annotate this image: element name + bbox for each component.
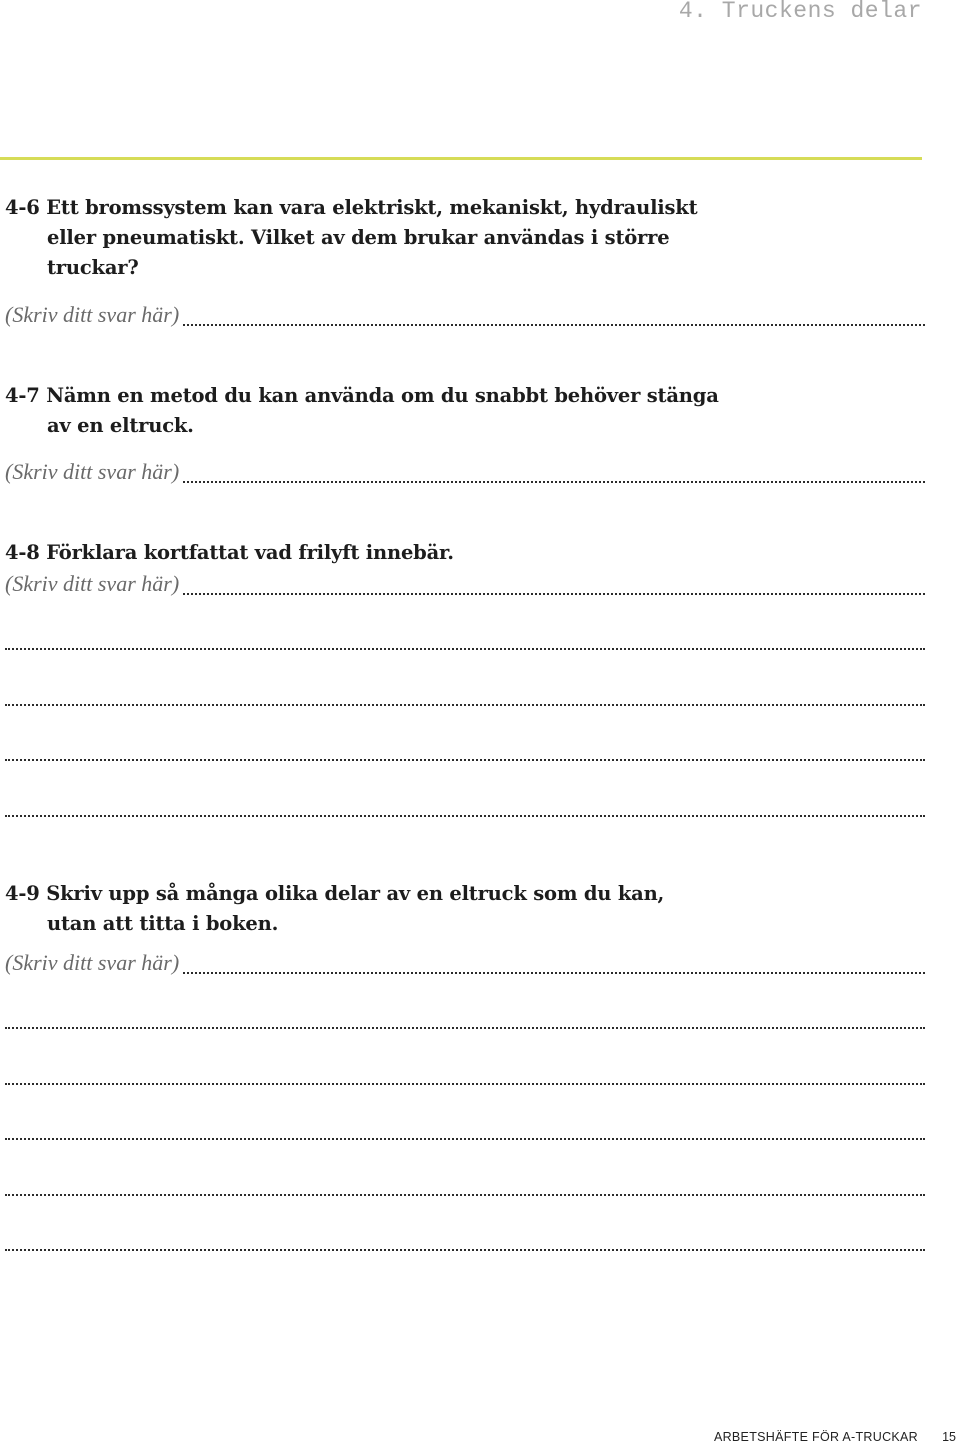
question-line: truckar? — [47, 256, 139, 279]
question-line: 4-8 Förklara kortfattat vad frilyft innebär. — [5, 541, 454, 564]
answer-extra-line[interactable] — [5, 815, 925, 817]
answer-extra-line[interactable] — [5, 1194, 925, 1196]
question-line: utan att titta i boken. — [47, 912, 279, 935]
question-4-9 — [5, 879, 920, 939]
answer-dotted-line — [183, 481, 925, 483]
question-line: 4-9 Skriv upp så många olika delar av en eltruck som du kan, — [5, 882, 665, 905]
answer-field-4-7[interactable] — [5, 460, 925, 484]
chapter-title: 4. Truckens delar — [678, 0, 922, 24]
page-number: 15 — [942, 1430, 956, 1444]
question-4-8 — [5, 538, 920, 568]
answer-prompt: (Skriv ditt svar här) — [5, 459, 180, 484]
answer-extra-line[interactable] — [5, 1138, 925, 1140]
answer-prompt: (Skriv ditt svar här) — [5, 571, 180, 596]
answer-dotted-line — [183, 324, 925, 326]
answer-dotted-line — [183, 593, 925, 595]
answer-prompt: (Skriv ditt svar här) — [5, 950, 180, 975]
header-rule — [0, 157, 922, 160]
answer-field-4-6[interactable] — [5, 303, 925, 327]
question-line: 4-7 Nämn en metod du kan använda om du snabbt behöver stänga — [5, 384, 719, 407]
answer-dotted-line — [183, 972, 925, 974]
answer-extra-line[interactable] — [5, 759, 925, 761]
answer-extra-line[interactable] — [5, 648, 925, 650]
question-line: 4-6 Ett bromssystem kan vara elektriskt, mekaniskt, hydrauliskt — [5, 196, 698, 219]
answer-extra-line[interactable] — [5, 1027, 925, 1029]
question-4-7 — [5, 381, 920, 441]
footer-label: ARBETSHÄFTE FÖR A-TRUCKAR — [713, 1430, 918, 1444]
page-footer — [0, 1430, 960, 1446]
answer-extra-line[interactable] — [5, 1249, 925, 1251]
answer-extra-line[interactable] — [5, 704, 925, 706]
answer-prompt: (Skriv ditt svar här) — [5, 302, 180, 327]
question-line: av en eltruck. — [47, 414, 194, 437]
question-line: eller pneumatiskt. Vilket av dem brukar användas i större — [47, 226, 670, 249]
question-4-6 — [5, 193, 920, 283]
answer-extra-line[interactable] — [5, 1083, 925, 1085]
answer-field-4-8[interactable] — [5, 572, 925, 596]
answer-field-4-9[interactable] — [5, 951, 925, 975]
